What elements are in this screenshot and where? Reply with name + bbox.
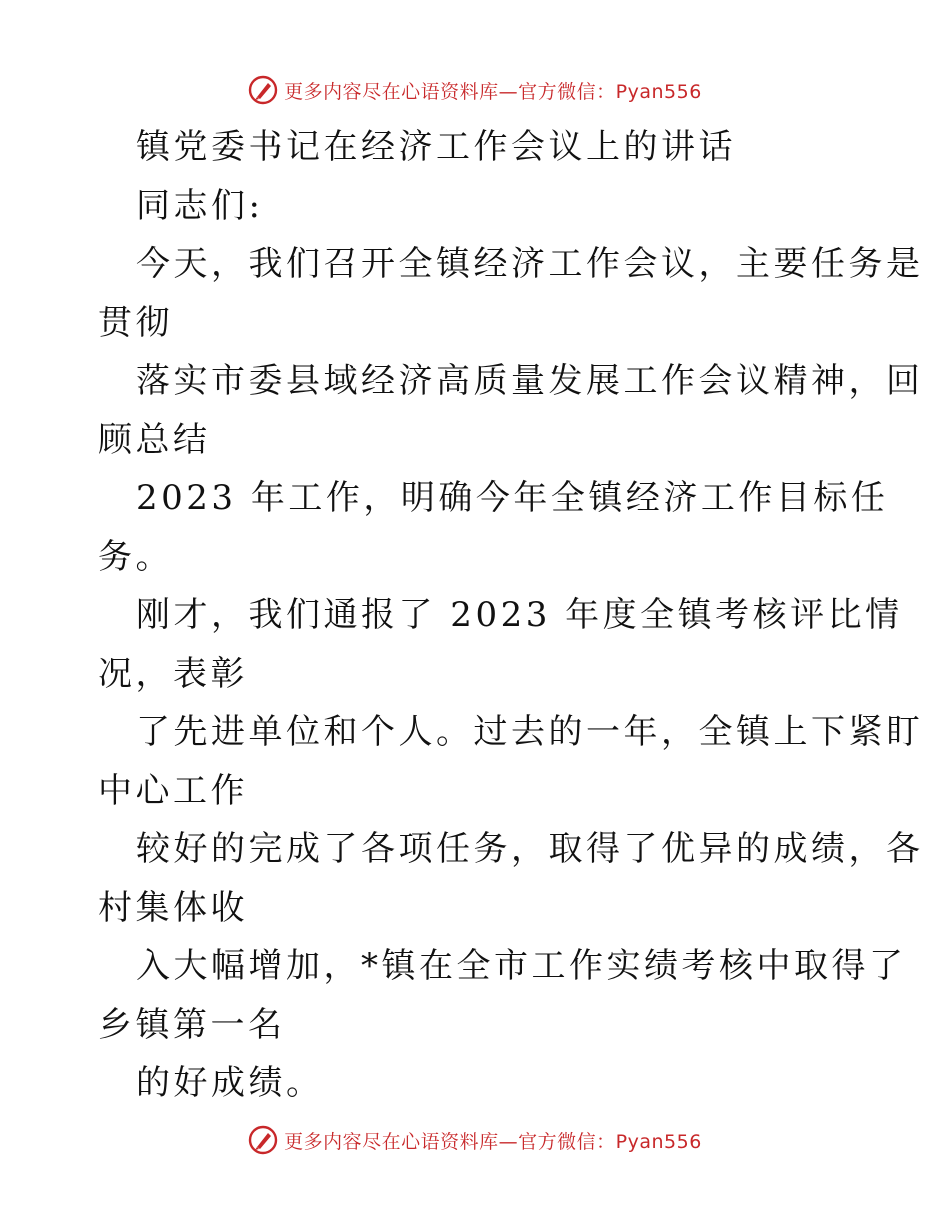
text-line: 乡镇第一名 (98, 1004, 286, 1045)
text-line: 了先进单位和个人。过去的一年，全镇上下紧盯 (136, 712, 924, 752)
text-line: 落实市委县域经济高质量发展工作会议精神，回 (136, 361, 924, 401)
text-line: 况，表彰 (98, 653, 248, 694)
text-line: 入大幅增加，*镇在全市工作实绩考核中取得了 (136, 946, 907, 986)
text-line: 今天，我们召开全镇经济工作会议，主要任务是 (136, 244, 924, 284)
quill-pen-logo-icon (248, 75, 278, 105)
text-line: 务。 (98, 536, 173, 577)
quill-pen-logo-icon (248, 1125, 278, 1155)
text-line: 刚才，我们通报了 2023 年度全镇考核评比情 (136, 595, 903, 635)
text-line: 较好的完成了各项任务，取得了优异的成绩，各 (136, 829, 924, 869)
text-line: 顾总结 (98, 419, 211, 460)
header-banner (0, 70, 950, 110)
text-line: 的好成绩。 (136, 1063, 324, 1103)
footer-banner (0, 1120, 950, 1160)
text-line: 2023 年工作，明确今年全镇经济工作目标任 (136, 478, 889, 518)
footer-banner-text: 更多内容尽在心语资料库—官方微信：Pyan556 (284, 1130, 702, 1153)
text-line: 中心工作 (98, 770, 248, 811)
text-line: 村集体收 (98, 887, 248, 928)
text-line: 贯彻 (98, 302, 173, 343)
document-title: 镇党委书记在经济工作会议上的讲话 (136, 127, 736, 167)
document-body (98, 118, 924, 1113)
header-banner-text: 更多内容尽在心语资料库—官方微信：Pyan556 (284, 80, 702, 103)
text-line: 同志们: (136, 185, 264, 226)
